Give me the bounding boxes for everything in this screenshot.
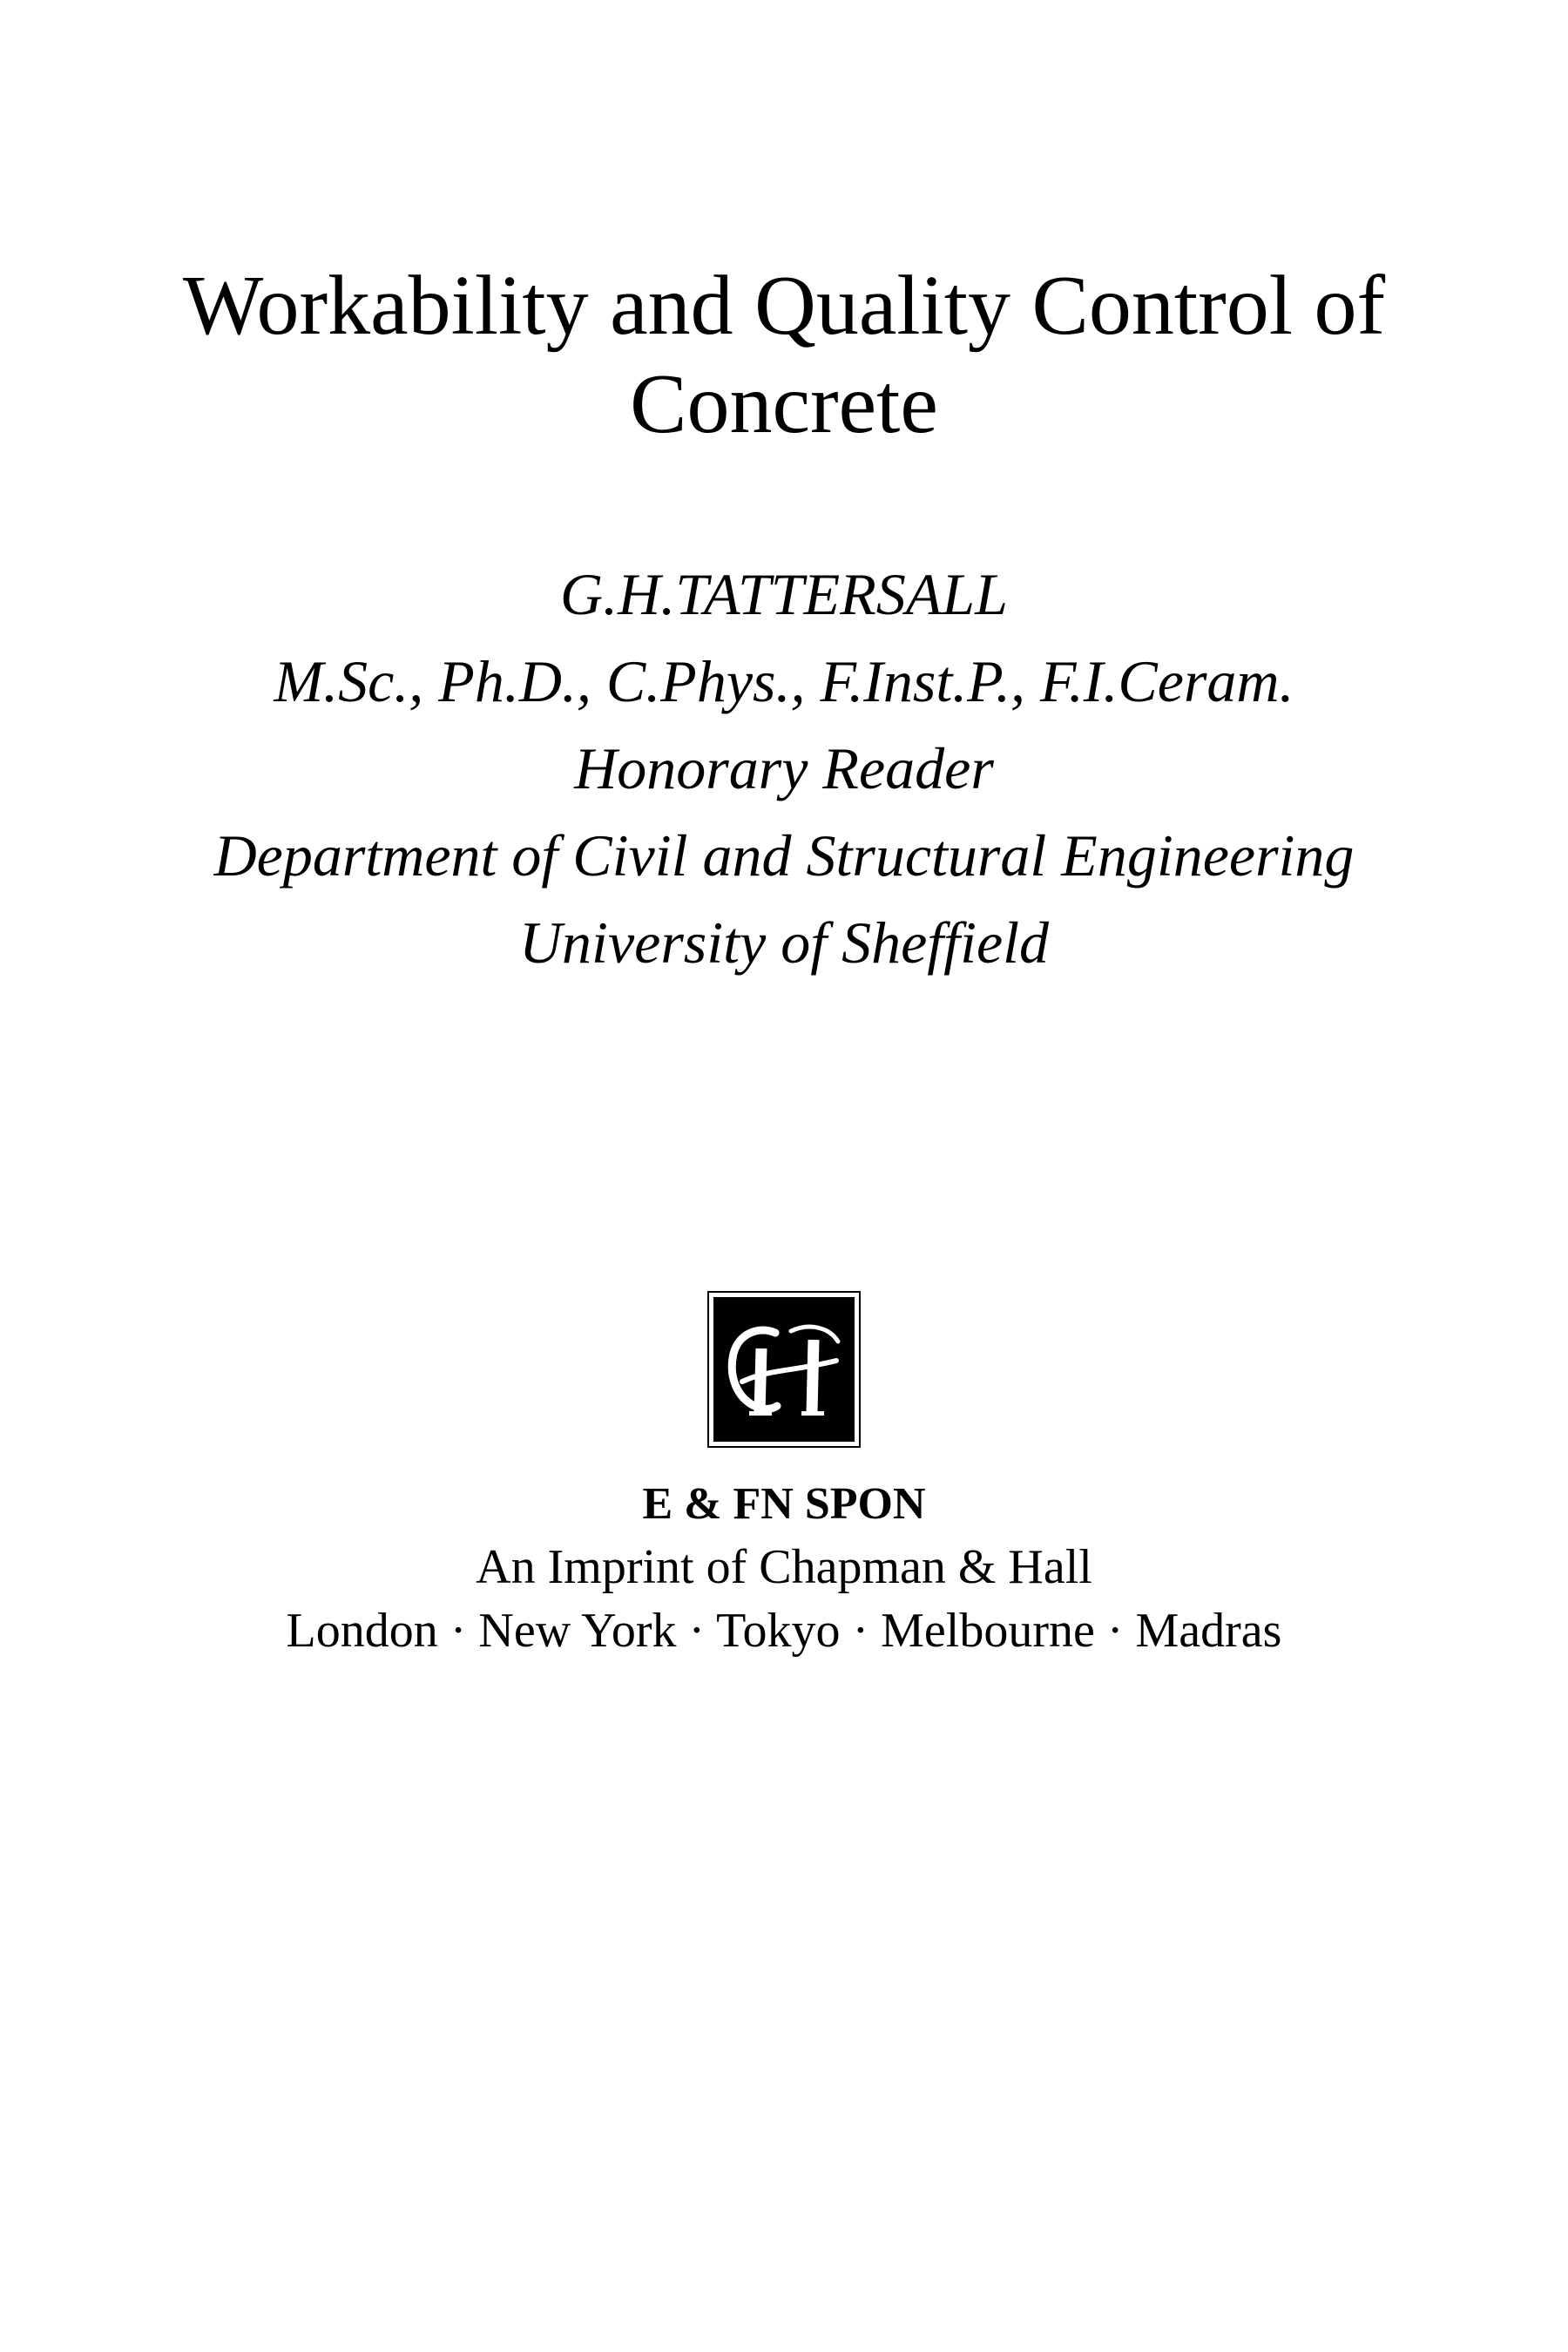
publisher-imprint: An Imprint of Chapman & Hall bbox=[476, 1540, 1092, 1594]
publisher-name: E & FN SPON bbox=[642, 1479, 926, 1529]
chapman-hall-ch-logo-icon bbox=[707, 1291, 861, 1448]
publisher-cities: London · New York · Tokyo · Melbourne · Madras bbox=[286, 1604, 1282, 1658]
publisher-block bbox=[0, 1472, 1568, 1663]
author-university: University of Sheffield bbox=[518, 909, 1050, 976]
book-title-line-2: Concrete bbox=[630, 357, 938, 451]
book-title-line-1: Workability and Quality Control of bbox=[182, 259, 1386, 353]
author-qualifications: M.Sc., Ph.D., C.Phys., F.Inst.P., F.I.Ceram. bbox=[274, 648, 1294, 714]
author-department: Department of Civil and Structural Engineering bbox=[213, 822, 1355, 889]
author-block bbox=[0, 551, 1568, 986]
book-title bbox=[0, 257, 1568, 454]
author-name: G.H.TATTERSALL bbox=[560, 561, 1008, 627]
author-position: Honorary Reader bbox=[574, 735, 994, 801]
